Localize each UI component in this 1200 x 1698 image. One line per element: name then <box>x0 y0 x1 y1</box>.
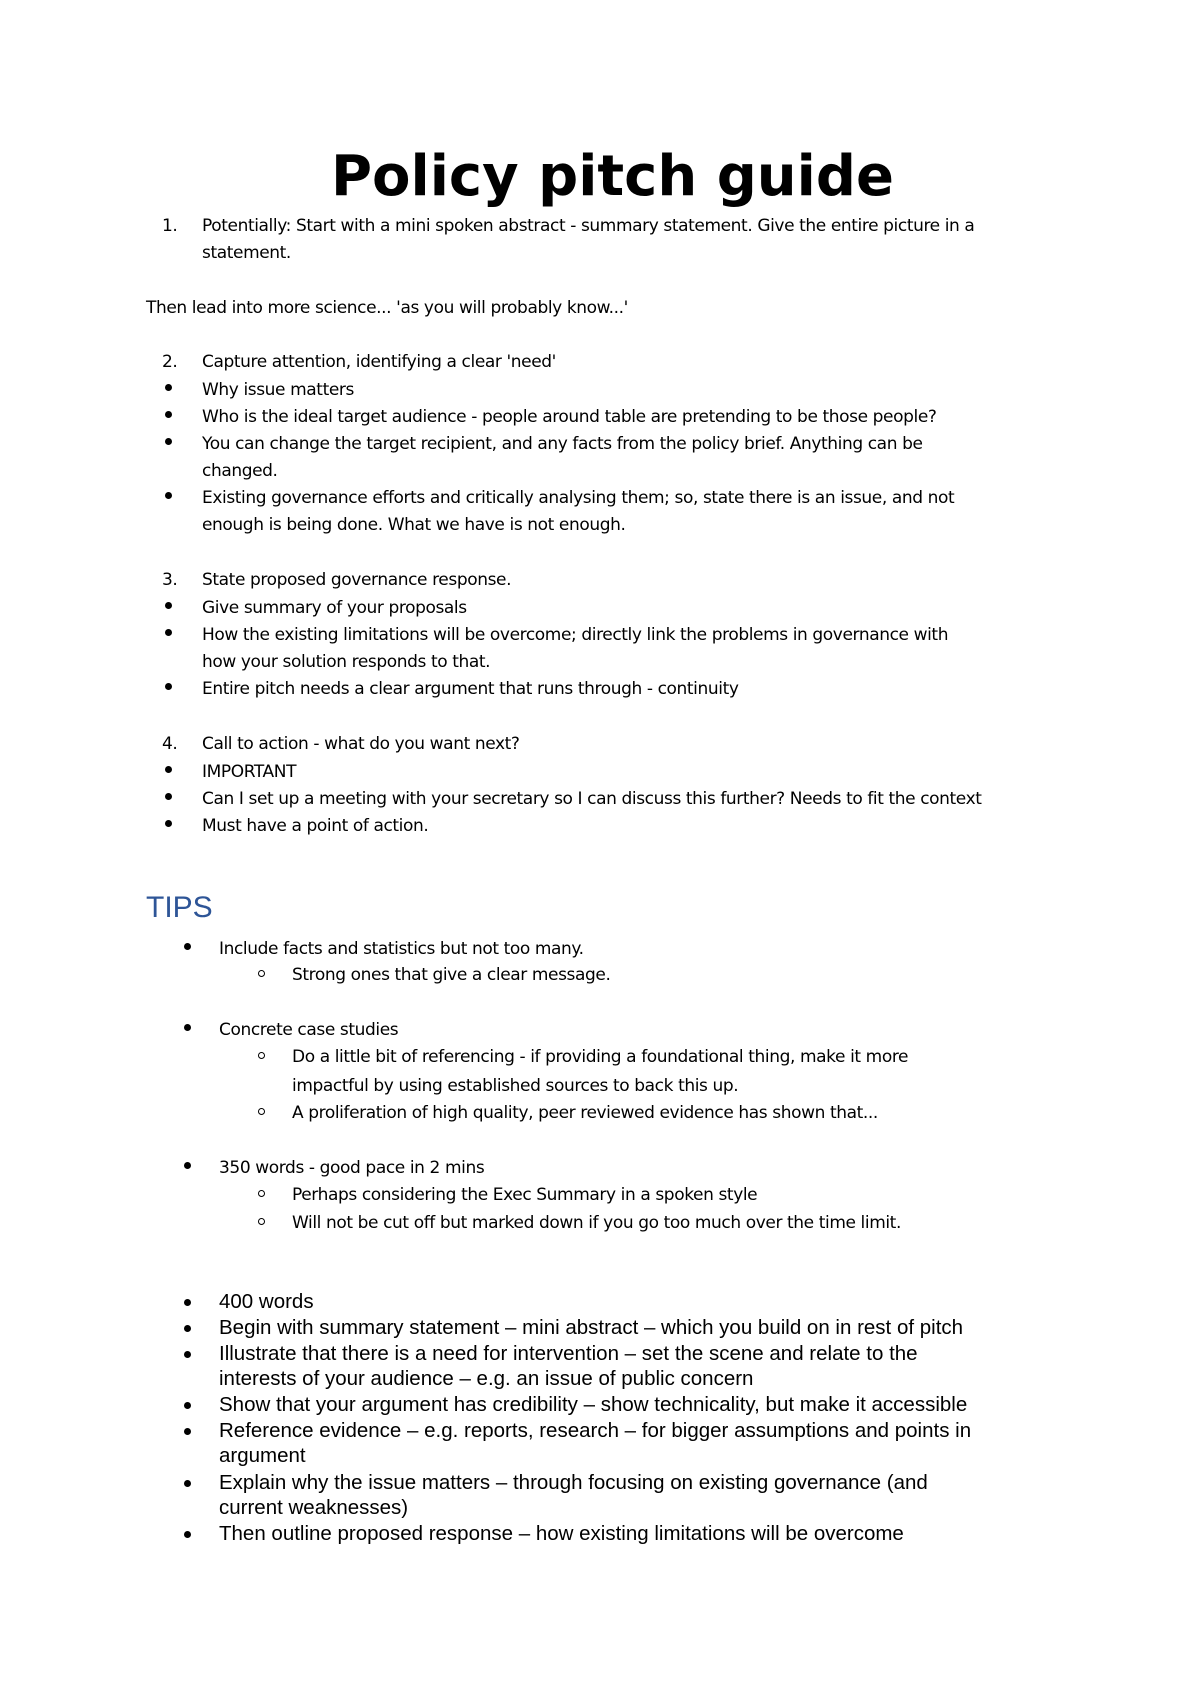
bullet-text: Who is the ideal target audience - people around table are pretending to be those people? <box>202 407 937 427</box>
bullet-icon <box>165 384 172 391</box>
sub-bullet-text: Will not be cut off but marked down if you go too much over the time limit. <box>292 1213 901 1233</box>
list-item-text: Call to action - what do you want next? <box>202 734 520 754</box>
sub-bullet-text: impactful by using established sources to back this up. <box>292 1076 739 1096</box>
bullet-icon <box>165 766 172 773</box>
list-number: 3. <box>162 570 178 590</box>
bullet-text: Explain why the issue matters – through focusing on existing governance (and <box>219 1471 928 1494</box>
bullet-text: Then outline proposed response – how existing limitations will be overcome <box>219 1522 904 1545</box>
list-number: 4. <box>162 734 178 754</box>
bullet-icon <box>165 683 172 690</box>
sub-bullet-text: Perhaps considering the Exec Summary in a spoken style <box>292 1185 758 1205</box>
bullet-icon <box>165 793 172 800</box>
sub-bullet-text: Strong ones that give a clear message. <box>292 965 611 985</box>
sub-bullet-icon <box>258 1218 265 1225</box>
bullet-text: Reference evidence – e.g. reports, research – for bigger assumptions and points in <box>219 1419 972 1442</box>
bullet-icon <box>184 1024 191 1031</box>
bullet-icon <box>165 629 172 636</box>
bullet-icon <box>184 1402 191 1409</box>
bullet-icon <box>184 1351 191 1358</box>
bullet-icon <box>184 1531 191 1538</box>
bullet-icon <box>184 1162 191 1169</box>
bullet-text: Show that your argument has credibility – show technicality, but make it accessible <box>219 1393 968 1416</box>
bullet-icon <box>184 1480 191 1487</box>
bullet-text: Include facts and statistics but not too many. <box>219 939 584 959</box>
bullet-text: enough is being done. What we have is not enough. <box>202 515 626 535</box>
bullet-text: changed. <box>202 461 278 481</box>
list-item-text: statement. <box>202 243 291 263</box>
bullet-icon <box>165 820 172 827</box>
bullet-text: Concrete case studies <box>219 1020 399 1040</box>
bullet-text: Give summary of your proposals <box>202 598 467 618</box>
bullet-text: argument <box>219 1444 306 1467</box>
list-number: 1. <box>162 216 178 236</box>
sub-bullet-text: Do a little bit of referencing - if providing a foundational thing, make it more <box>292 1047 909 1067</box>
sub-bullet-text: A proliferation of high quality, peer reviewed evidence has shown that... <box>292 1103 878 1123</box>
bullet-text: how your solution responds to that. <box>202 652 491 672</box>
bullet-icon <box>165 492 172 499</box>
bullet-text: Illustrate that there is a need for intervention – set the scene and relate to the <box>219 1342 918 1365</box>
bullet-text: Entire pitch needs a clear argument that runs through - continuity <box>202 679 739 699</box>
bullet-text: You can change the target recipient, and any facts from the policy brief. Anything can be <box>202 434 923 454</box>
section-heading-tips: TIPS <box>146 891 213 924</box>
bullet-text: How the existing limitations will be overcome; directly link the problems in governance with <box>202 625 949 645</box>
bullet-icon <box>184 943 191 950</box>
bullet-text: Existing governance efforts and critically analysing them; so, state there is an issue, and not <box>202 488 955 508</box>
list-number: 2. <box>162 352 178 372</box>
bullet-icon <box>165 411 172 418</box>
bullet-text: Why issue matters <box>202 380 354 400</box>
sub-bullet-icon <box>258 1190 265 1197</box>
bullet-text: Must have a point of action. <box>202 816 429 836</box>
bullet-text: 400 words <box>219 1290 314 1313</box>
bullet-icon <box>184 1428 191 1435</box>
bullet-text: interests of your audience – e.g. an issue of public concern <box>219 1367 754 1390</box>
bullet-text: current weaknesses) <box>219 1496 409 1519</box>
sub-bullet-icon <box>258 970 265 977</box>
bullet-text: IMPORTANT <box>202 762 297 782</box>
list-item-text: Potentially: Start with a mini spoken abstract - summary statement. Give the entire picture in a <box>202 216 975 236</box>
bullet-icon <box>165 602 172 609</box>
bullet-icon <box>184 1299 191 1306</box>
list-item-text: Capture attention, identifying a clear 'need' <box>202 352 556 372</box>
bullet-icon <box>165 438 172 445</box>
bullet-text: Begin with summary statement – mini abstract – which you build on in rest of pitch <box>219 1316 964 1339</box>
page-title: Policy pitch guide <box>331 144 894 209</box>
paragraph: Then lead into more science... 'as you will probably know...' <box>146 298 628 318</box>
sub-bullet-icon <box>258 1108 265 1115</box>
list-item-text: State proposed governance response. <box>202 570 512 590</box>
bullet-icon <box>184 1325 191 1332</box>
bullet-text: 350 words - good pace in 2 mins <box>219 1158 485 1178</box>
sub-bullet-icon <box>258 1052 265 1059</box>
bullet-text: Can I set up a meeting with your secretary so I can discuss this further? Needs to fit the context <box>202 789 982 809</box>
